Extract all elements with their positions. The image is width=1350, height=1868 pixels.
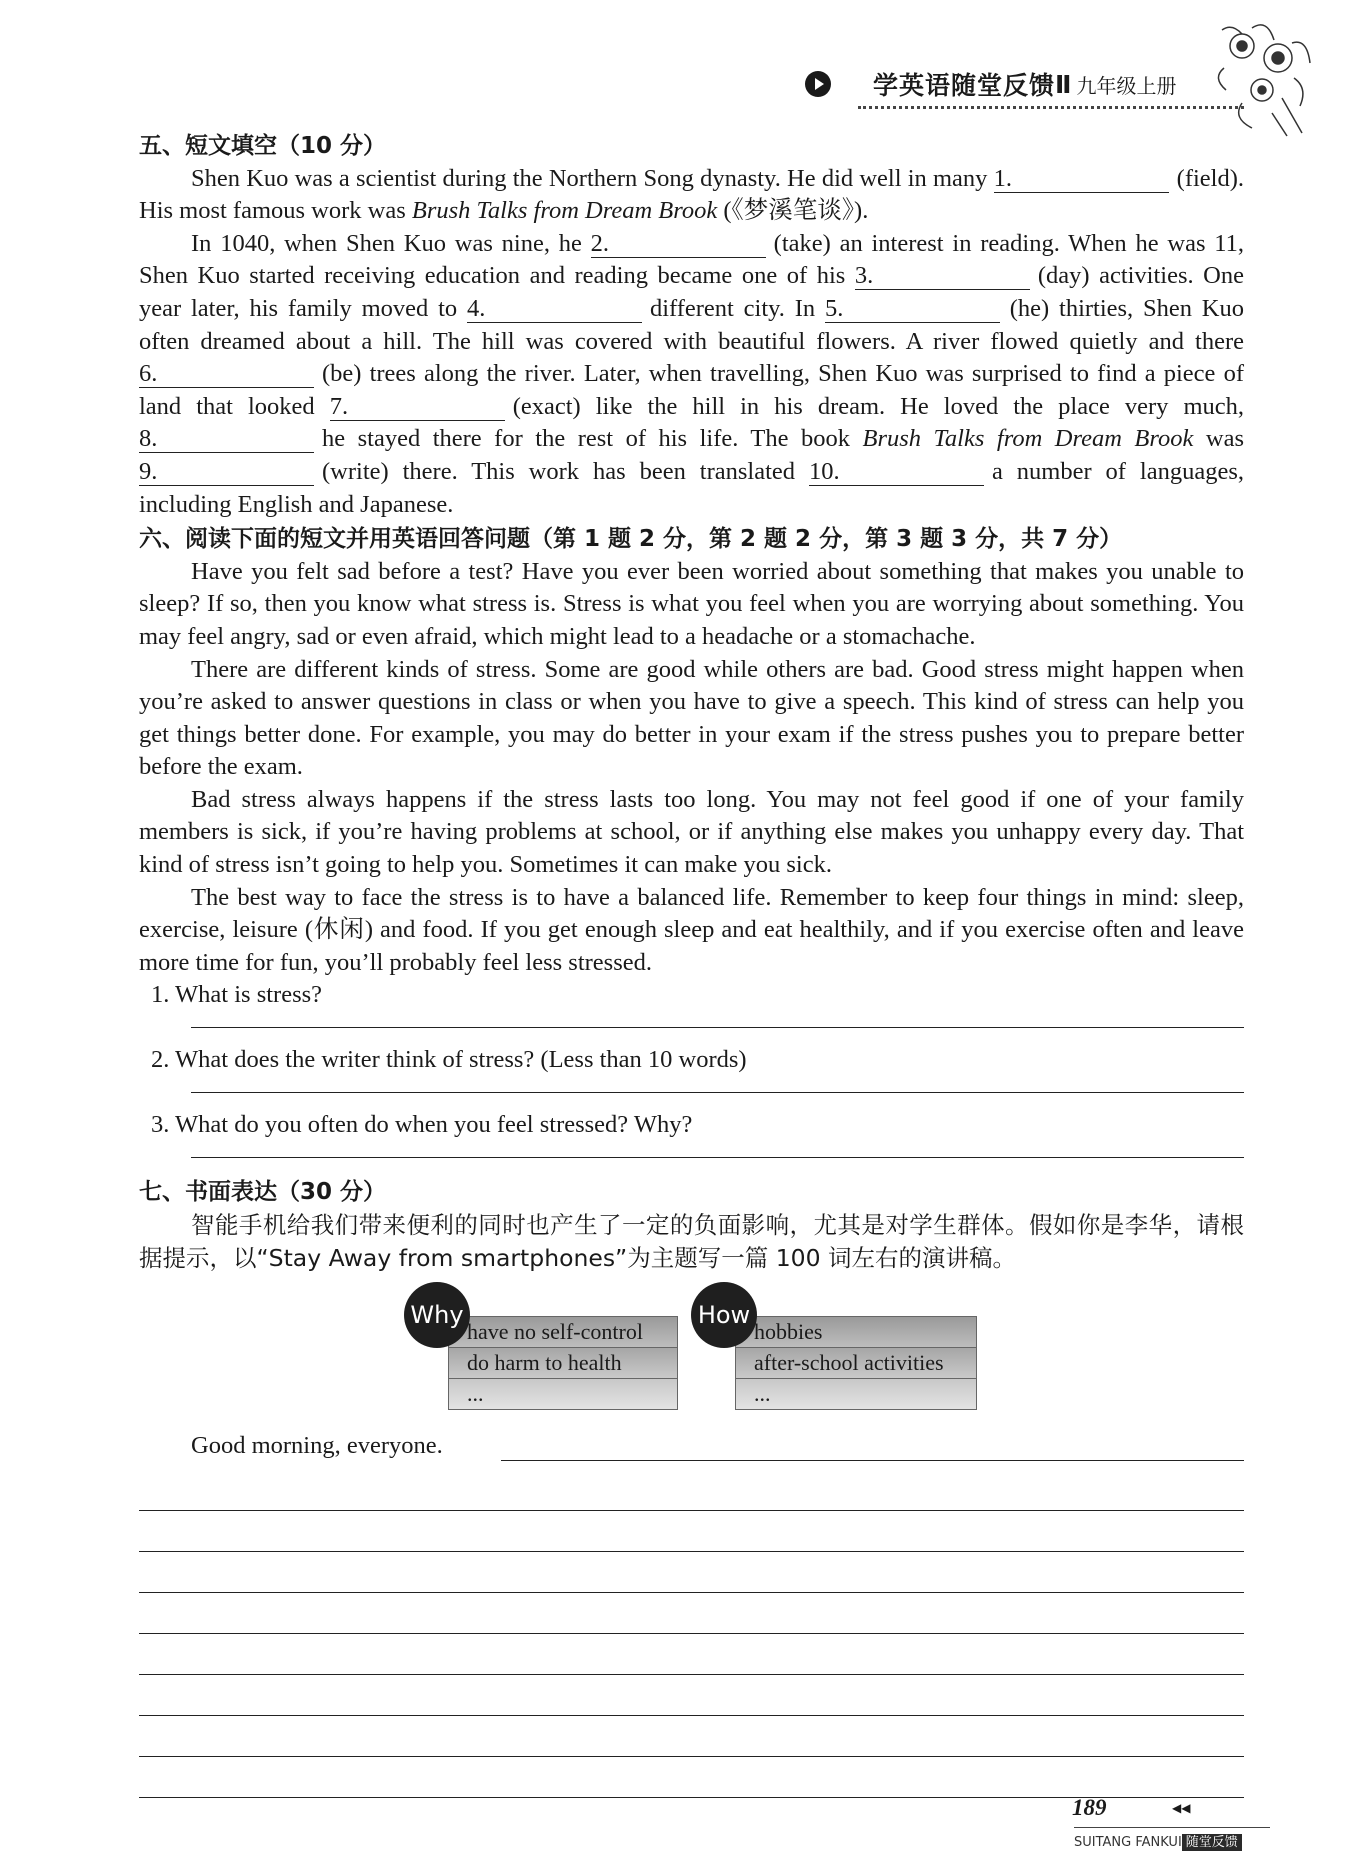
page-number: 189 (1072, 1795, 1107, 1820)
blank-5[interactable] (825, 296, 1000, 323)
why-badge: Why (404, 1282, 470, 1348)
writing-start (139, 1430, 1244, 1470)
section-5-title: 五、短文填空（10 分） (139, 133, 387, 159)
book-volume: Ⅱ (1055, 69, 1073, 99)
blank-number: 9. (139, 457, 158, 485)
why-box (448, 1316, 678, 1410)
reading-paragraph-3: Bad stress always happens if the stress lasts too long. You may not feel good if one of your family members is sick, if you’re having problems at school, or if anything else makes you unhappy every day. That kind of stress isn’t going to help you. Sometimes it can make you sick. (139, 785, 1244, 879)
cloze-text: (be) trees along the river. Later, when travelling, Shen Kuo was surprised to find a piece of land that looked (139, 360, 1244, 420)
flower-decoration-icon (1212, 18, 1317, 138)
cloze-text: (write) there. This work has been translated (322, 457, 809, 485)
answer-line-1[interactable] (191, 1027, 1244, 1028)
brand-cn: 随堂反馈 (1182, 1834, 1242, 1851)
blank-4[interactable] (467, 296, 642, 323)
blank-number: 8. (139, 425, 158, 453)
grade-label: 九年级上册 (1076, 73, 1177, 98)
book-name: Brush Talks from Dream Brook (411, 197, 718, 225)
blank-number: 4. (466, 294, 486, 322)
blank-9[interactable] (139, 459, 314, 486)
cloze-text: a number of languages, including English and Japanese. (139, 457, 1244, 518)
blank-1[interactable] (994, 166, 1169, 193)
reading-paragraph-1: Have you felt sad before a test? Have you ever been worried about something that makes you unable to sleep? If so, then you know what stress is. Stress is what you feel when you are worrying about something. You may feel angry, sad or even afraid, which might lead to a headache or a stomachache. (139, 557, 1244, 650)
why-item: ... (449, 1378, 677, 1409)
blank-10[interactable] (809, 459, 984, 486)
reading-paragraph-2: There are different kinds of stress. Some are good while others are bad. Good stress might happen when you’re asked to answer questions in class or when you have to give a speech. This kind of stress can help you get things better done. For example, you may do better in your exam if the stress pushes you to prepare better before the exam. (139, 655, 1244, 781)
blank-number: 7. (329, 392, 349, 420)
question-text: 1. What is stress? (151, 981, 323, 1009)
writing-line[interactable] (139, 1593, 1244, 1634)
how-item: after-school activities (736, 1347, 976, 1378)
blank-3[interactable] (855, 263, 1030, 290)
how-badge: How (691, 1282, 757, 1348)
blank-number: 2. (590, 229, 610, 257)
cloze-text: (exact) like the hill in his dream. He loved the place very much, (512, 392, 1244, 420)
writing-line[interactable] (139, 1634, 1244, 1675)
how-item: ... (736, 1378, 976, 1409)
question-1 (151, 979, 1244, 1044)
cloze-text: different city. In (649, 294, 825, 322)
blank-number: 6. (139, 360, 158, 388)
blank-number: 5. (824, 294, 844, 322)
writing-line[interactable] (139, 1511, 1244, 1552)
double-arrow-left-icon: ◀◀ (1172, 1801, 1191, 1815)
blank-7[interactable] (330, 394, 505, 421)
section-6-title: 六、阅读下面的短文并用英语回答问题（第 1 题 2 分，第 2 题 2 分，第 3 题 3 分，共 7 分） (139, 526, 1123, 553)
blank-number: 3. (854, 262, 874, 290)
cloze-text: he stayed there for the rest of his life. The book (322, 425, 863, 453)
question-3 (151, 1109, 1244, 1174)
blank-number: 10. (808, 457, 840, 485)
how-box (735, 1316, 977, 1410)
writing-line[interactable] (139, 1552, 1244, 1593)
blank-6[interactable] (139, 361, 314, 388)
play-icon (805, 71, 831, 97)
cloze-text: (he) thirties, Shen Kuo often dreamed about a hill. The hill was covered with beautiful flowers. A river flowed quietly and there (139, 294, 1244, 355)
writing-line-0[interactable] (501, 1460, 1244, 1461)
page-content (139, 128, 1244, 1798)
book-title: 学英语随堂反馈 (873, 71, 1056, 100)
section-7-title: 七、书面表达（30 分） (139, 1179, 387, 1206)
footer-rule (1074, 1827, 1270, 1828)
cloze-text: Shen Kuo was a scientist during the Northern Song dynasty. He did well in many (191, 164, 994, 192)
why-item: have no self-control (449, 1317, 677, 1347)
page-header (805, 66, 1176, 102)
why-item: do harm to health (449, 1347, 677, 1378)
writing-line[interactable] (139, 1470, 1244, 1511)
question-2 (151, 1044, 1244, 1109)
blank-8[interactable] (139, 426, 314, 453)
blank-2[interactable] (591, 231, 766, 258)
footer-brand (1074, 1831, 1242, 1850)
cloze-text: (take) an interest in reading. When he was 11, Shen Kuo started receiving education and reading became one of his (139, 229, 1244, 290)
cloze-text: (day) activities. One year later, his family moved to (139, 262, 1244, 322)
answer-line-2[interactable] (191, 1092, 1244, 1093)
header-dotted-line (858, 106, 1244, 109)
cloze-paragraph-1 (139, 163, 1244, 228)
cloze-text: (《梦溪笔谈》). (723, 197, 869, 225)
reading-paragraph-4: The best way to face the stress is to have a balanced life. Remember to keep four things in mind: sleep, exercise, leisure (休闲) and food. If you get enough sleep and eat healthily, and if you exercise often and leave more time for fun, you’ll probably feel less stressed. (139, 883, 1244, 976)
question-text: 3. What do you often do when you feel stressed? Why? (151, 1111, 693, 1139)
answer-line-3[interactable] (191, 1157, 1244, 1158)
cloze-text: was (1193, 425, 1244, 453)
writing-line[interactable] (139, 1716, 1244, 1757)
cloze-text: In 1040, when Shen Kuo was nine, he (191, 229, 591, 257)
question-text: 2. What does the writer think of stress? (Less than 10 words) (151, 1046, 747, 1074)
greeting-text: Good morning, everyone. (191, 1432, 443, 1460)
writing-line[interactable] (139, 1757, 1244, 1798)
cloze-paragraph-2 (139, 228, 1244, 521)
book-name: Brush Talks from Dream Brook (862, 425, 1194, 453)
writing-line[interactable] (139, 1675, 1244, 1716)
hint-diagram (139, 1282, 1244, 1430)
blank-number: 1. (993, 164, 1013, 192)
brand-en: SUITANG FANKUI (1074, 1835, 1182, 1850)
how-item: hobbies (736, 1317, 976, 1347)
cloze-text: (field). His most famous work was (139, 164, 1244, 225)
writing-prompt: 智能手机给我们带来便利的同时也产生了一定的负面影响，尤其是对学生群体。假如你是李华，请根据提示，以“Stay Away from smartphones”为主题写一篇 100 词左右的演讲稿。 (139, 1211, 1244, 1272)
